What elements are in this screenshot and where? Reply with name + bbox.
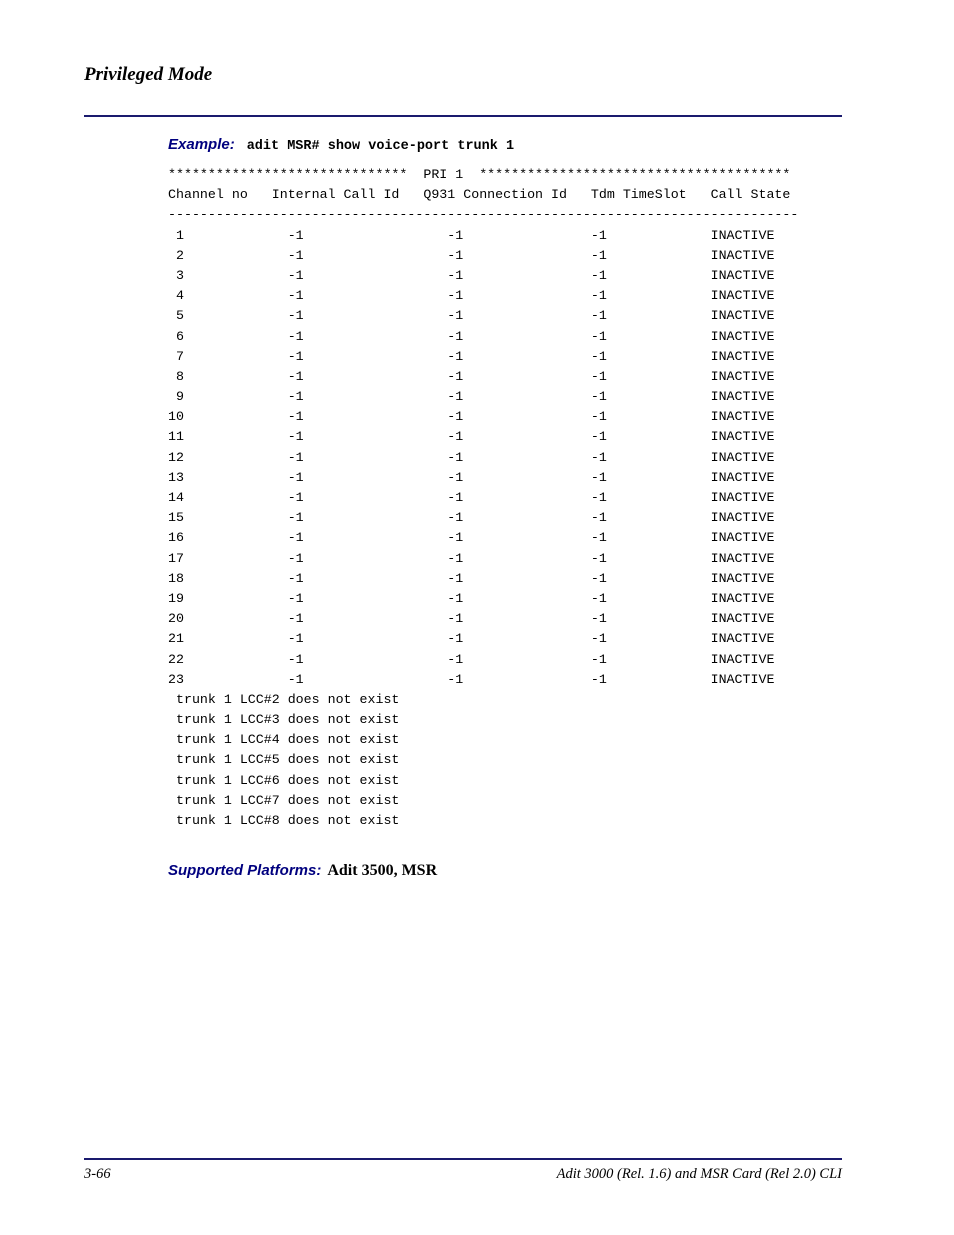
table-row: 9 -1 -1 -1 INACTIVE bbox=[168, 389, 775, 405]
table-row: 11 -1 -1 -1 INACTIVE bbox=[168, 429, 775, 445]
example-command: adit MSR# show voice-port trunk 1 bbox=[246, 139, 515, 154]
status-message: trunk 1 LCC#8 does not exist bbox=[168, 813, 400, 828]
table-row: 1 -1 -1 -1 INACTIVE bbox=[168, 227, 775, 243]
table-row: 7 -1 -1 -1 INACTIVE bbox=[168, 348, 775, 364]
footer-rule bbox=[84, 1158, 842, 1160]
table-row: 22 -1 -1 -1 INACTIVE bbox=[168, 651, 775, 667]
table-row: 20 -1 -1 -1 INACTIVE bbox=[168, 611, 775, 627]
supported-platforms-value: Adit 3500, MSR bbox=[327, 862, 438, 879]
supported-platforms-line bbox=[168, 862, 437, 880]
command-output bbox=[168, 165, 798, 831]
output-divider: ------------------------------------------------------------------------------- bbox=[168, 207, 799, 223]
table-row: 4 -1 -1 -1 INACTIVE bbox=[168, 288, 775, 304]
header-rule bbox=[84, 115, 842, 117]
table-row: 12 -1 -1 -1 INACTIVE bbox=[168, 449, 775, 465]
page-header-title: Privileged Mode bbox=[84, 64, 213, 85]
document-title: Adit 3000 (Rel. 1.6) and MSR Card (Rel 2.0) CLI bbox=[556, 1166, 842, 1182]
table-row: 8 -1 -1 -1 INACTIVE bbox=[168, 368, 775, 384]
table-row: 2 -1 -1 -1 INACTIVE bbox=[168, 247, 775, 263]
supported-platforms-label: Supported Platforms: bbox=[168, 862, 322, 879]
output-banner: ****************************** PRI 1 *************************************** bbox=[168, 167, 791, 182]
table-row: 15 -1 -1 -1 INACTIVE bbox=[168, 510, 775, 526]
table-row: 5 -1 -1 -1 INACTIVE bbox=[168, 308, 775, 324]
output-messages bbox=[168, 690, 798, 831]
table-row: 13 -1 -1 -1 INACTIVE bbox=[168, 469, 775, 485]
status-message: trunk 1 LCC#5 does not exist bbox=[168, 752, 400, 768]
page-number: 3-66 bbox=[84, 1166, 111, 1182]
status-message: trunk 1 LCC#6 does not exist bbox=[168, 772, 400, 788]
example-label: Example: bbox=[168, 136, 235, 153]
output-rows bbox=[168, 226, 798, 690]
status-message: trunk 1 LCC#7 does not exist bbox=[168, 792, 400, 808]
table-row: 14 -1 -1 -1 INACTIVE bbox=[168, 490, 775, 505]
status-message: trunk 1 LCC#3 does not exist bbox=[168, 712, 400, 728]
table-row: 17 -1 -1 -1 INACTIVE bbox=[168, 550, 775, 566]
example-line bbox=[168, 136, 514, 154]
table-row: 6 -1 -1 -1 INACTIVE bbox=[168, 328, 775, 344]
table-row: 18 -1 -1 -1 INACTIVE bbox=[168, 570, 775, 586]
table-row: 3 -1 -1 -1 INACTIVE bbox=[168, 267, 775, 283]
status-message: trunk 1 LCC#2 does not exist bbox=[168, 691, 400, 707]
output-column-header: Channel no Internal Call Id Q931 Connection Id Tdm TimeSlot Call State bbox=[168, 187, 791, 203]
table-row: 21 -1 -1 -1 INACTIVE bbox=[168, 631, 775, 647]
table-row: 16 -1 -1 -1 INACTIVE bbox=[168, 530, 775, 546]
table-row: 19 -1 -1 -1 INACTIVE bbox=[168, 590, 775, 606]
status-message: trunk 1 LCC#4 does not exist bbox=[168, 732, 400, 748]
table-row: 23 -1 -1 -1 INACTIVE bbox=[168, 671, 775, 687]
table-row: 10 -1 -1 -1 INACTIVE bbox=[168, 409, 775, 425]
